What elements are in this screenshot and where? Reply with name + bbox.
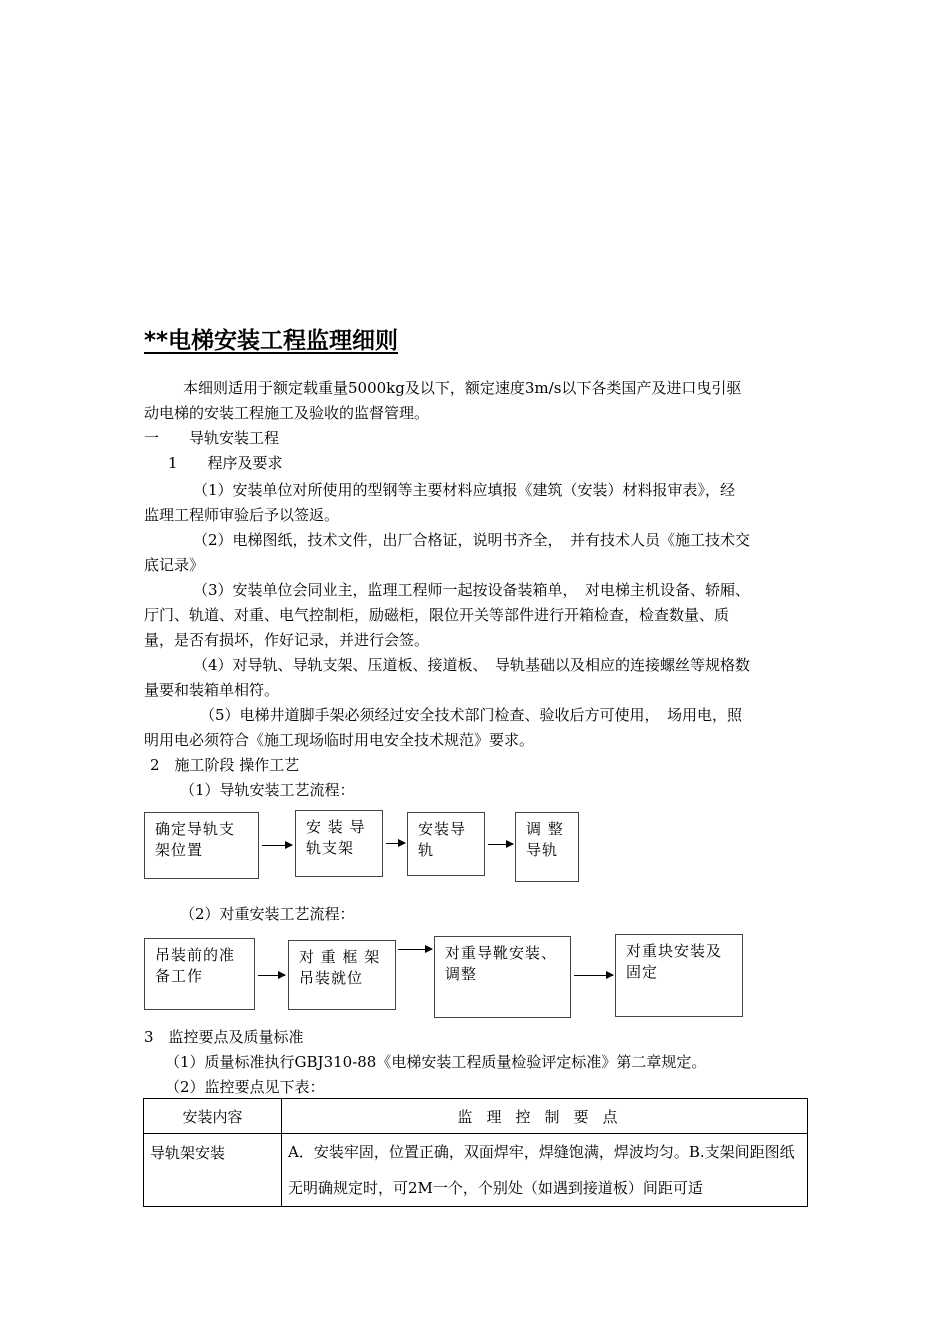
item-3-line-3: 量，是否有损坏，作好记录，并进行会签。 <box>144 631 430 649</box>
arrow-icon <box>386 843 405 844</box>
table-cell-points: A．安装牢固，位置正确，双面焊牢，焊缝饱满，焊波均匀。B.支架间距图纸无明确规定时，可2M一个，个别处（如遇到接道板）间距可适 <box>282 1134 808 1207</box>
subsection-heading: 3 监控要点及质量标准 <box>144 1028 304 1046</box>
quality-table-intro: （2）监控要点见下表： <box>165 1078 325 1096</box>
subsection-heading: 1 程序及要求 <box>168 454 283 472</box>
section-heading: 一 导轨安装工程 <box>144 429 280 447</box>
table-row <box>144 1134 808 1207</box>
item-5-line-2: 明用电必须符合《施工现场临时用电安全技术规范》要求。 <box>144 731 535 749</box>
item-5-line-1: （5）电梯井道脚手架必须经过安全技术部门检查、验收后方可使用， 场用电，照 <box>200 706 743 724</box>
item-1-line-2: 监理工程师审验后予以签返。 <box>144 506 340 524</box>
page-title: **电梯安装工程监理细则 <box>144 328 399 354</box>
item-2-line-2: 底记录》 <box>144 556 205 574</box>
arrow-icon <box>262 845 292 846</box>
table-header-cell: 安装内容 <box>144 1099 282 1134</box>
flow-step-box: 安装导轨 <box>407 812 485 876</box>
flow-step-box: 对重导靴安装、调整 <box>434 936 571 1018</box>
arrow-icon <box>398 949 432 950</box>
item-3-line-2: 厅门、轨道、对重、电气控制柜，励磁柜，限位开关等部件进行开箱检查，检查数量、质 <box>144 606 730 624</box>
flow-label: （2）对重安装工艺流程： <box>180 905 355 923</box>
table-header-cell: 监理控制要点 <box>282 1099 808 1134</box>
flow-step-box: 对 重 框 架吊装就位 <box>288 940 396 1010</box>
arrow-icon <box>574 975 613 976</box>
quality-standard-text: （1）质量标准执行GBJ310-88《电梯安装工程质量检验评定标准》第二章规定。 <box>165 1053 707 1071</box>
item-1-line-1: （1）安装单位对所使用的型钢等主要材料应填报《建筑（安装）材料报审表》，经 <box>193 481 736 499</box>
flow-step-box: 调 整导轨 <box>515 812 579 882</box>
table-header-row <box>144 1099 808 1134</box>
intro-line-1: 本细则适用于额定载重量5000kg及以下，额定速度3m/s以下各类国产及进口曳引驱 <box>183 379 742 397</box>
flow-label: （1）导轨安装工艺流程： <box>180 781 355 799</box>
flow-step-box: 对重块安装及固定 <box>615 934 743 1017</box>
arrow-icon <box>258 975 285 976</box>
flow-step-box: 确定导轨支架位置 <box>144 812 259 879</box>
item-4-line-2: 量要和装箱单相符。 <box>144 681 280 699</box>
item-3-line-1: （3）安装单位会同业主，监理工程师一起按设备装箱单， 对电梯主机设备、轿厢、 <box>193 581 751 599</box>
item-2-line-1: （2）电梯图纸，技术文件，出厂合格证，说明书齐全， 并有技术人员《施工技术交 <box>193 531 751 549</box>
table-cell-item: 导轨架安装 <box>144 1134 282 1207</box>
arrow-icon <box>488 844 513 845</box>
item-4-line-1: （4）对导轨、导轨支架、压道板、接道板、 导轨基础以及相应的连接螺丝等规格数 <box>193 656 751 674</box>
flow-step-box: 吊装前的准备工作 <box>144 938 255 1010</box>
flow-step-box: 安 装 导轨支架 <box>295 810 383 877</box>
supervision-table <box>143 1098 808 1207</box>
subsection-heading: 2 施工阶段 操作工艺 <box>150 756 300 774</box>
intro-line-2: 动电梯的安装工程施工及验收的监督管理。 <box>144 404 430 422</box>
